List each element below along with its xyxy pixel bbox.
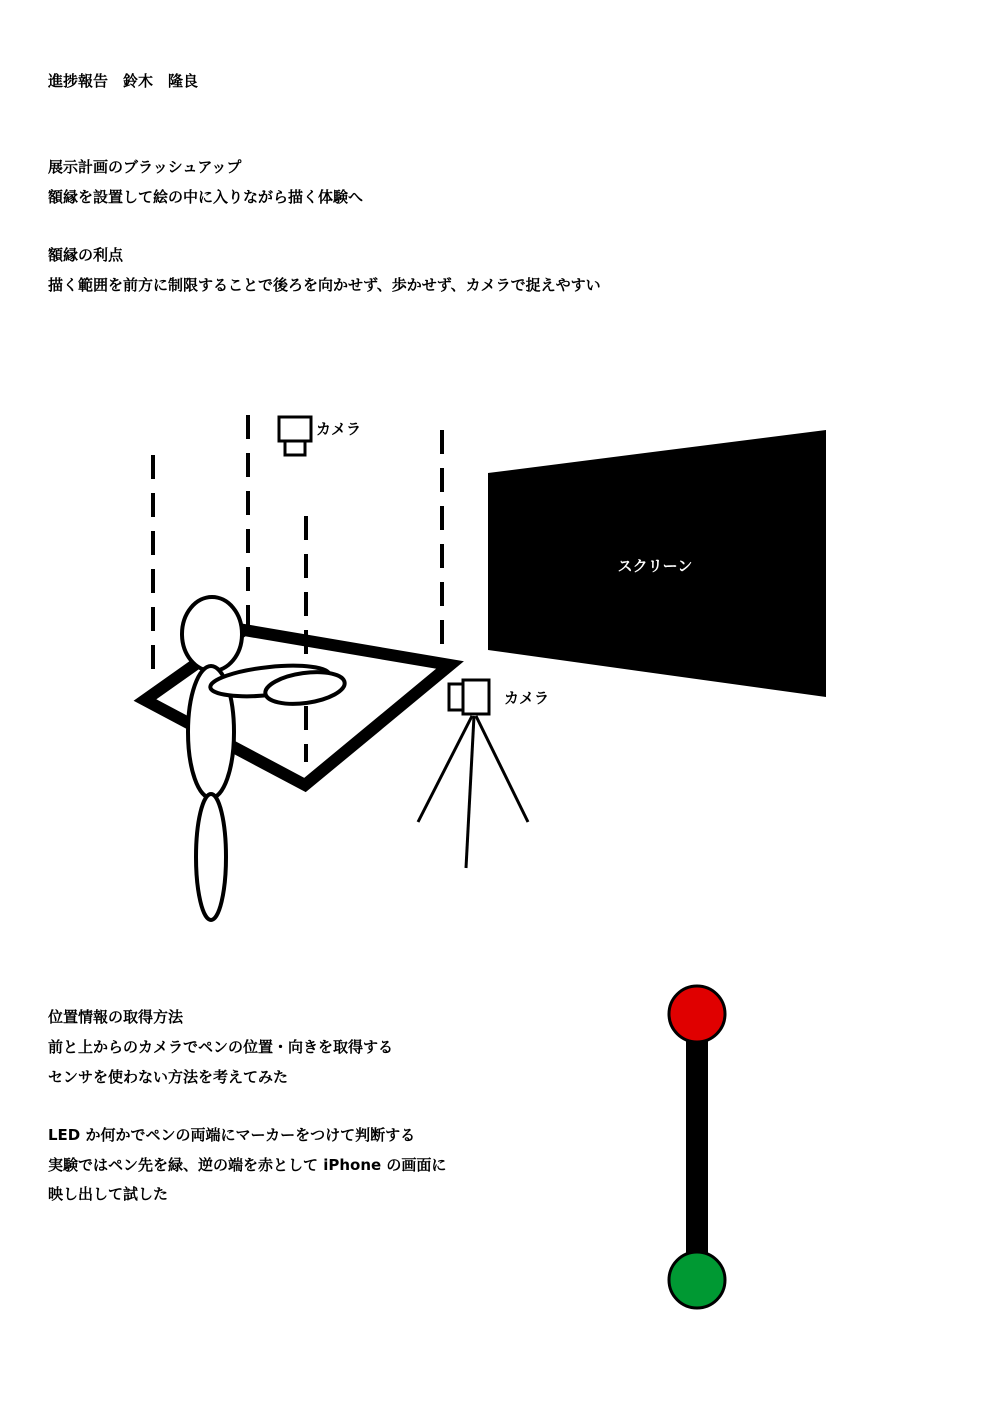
- frame-advantage-text: 描く範囲を前方に制限することで後ろを向かせず、歩かせず、カメラで捉えやすい: [48, 276, 601, 294]
- section-heading-position-method: 位置情報の取得方法: [48, 1008, 184, 1026]
- screen-label: スクリーン: [617, 557, 693, 575]
- section-heading-frame-advantage: 額縁の利点: [48, 246, 124, 264]
- camera-top-label: カメラ: [316, 420, 362, 438]
- marker-method-text-2: 実験ではペン先を緑、逆の端を赤として iPhone の画面に: [48, 1156, 447, 1174]
- camera-top-icon: [279, 417, 311, 455]
- position-method-text-2: センサを使わない方法を考えてみた: [48, 1068, 289, 1086]
- position-method-text-1: 前と上からのカメラでペンの位置・向きを取得する: [48, 1038, 394, 1056]
- section-heading-exhibit-plan: 展示計画のブラッシュアップ: [48, 158, 242, 176]
- pen-body: [686, 1012, 708, 1282]
- pen-diagram: [669, 986, 725, 1308]
- camera-front-icon: [449, 680, 489, 714]
- pen-marker-red: [669, 986, 725, 1042]
- tripod: [418, 716, 528, 868]
- person-head: [182, 597, 242, 671]
- pen-marker-green: [669, 1252, 725, 1308]
- exhibit-plan-text: 額縁を設置して絵の中に入りながら描く体験へ: [48, 188, 364, 206]
- marker-method-text-1: LED か何かでペンの両端にマーカーをつけて判断する: [48, 1126, 416, 1144]
- marker-method-text-3: 映し出して試した: [48, 1185, 169, 1203]
- report-title: 進捗報告 鈴木 隆良: [48, 72, 199, 90]
- camera-front-label: カメラ: [504, 689, 550, 707]
- person-leg: [196, 794, 226, 920]
